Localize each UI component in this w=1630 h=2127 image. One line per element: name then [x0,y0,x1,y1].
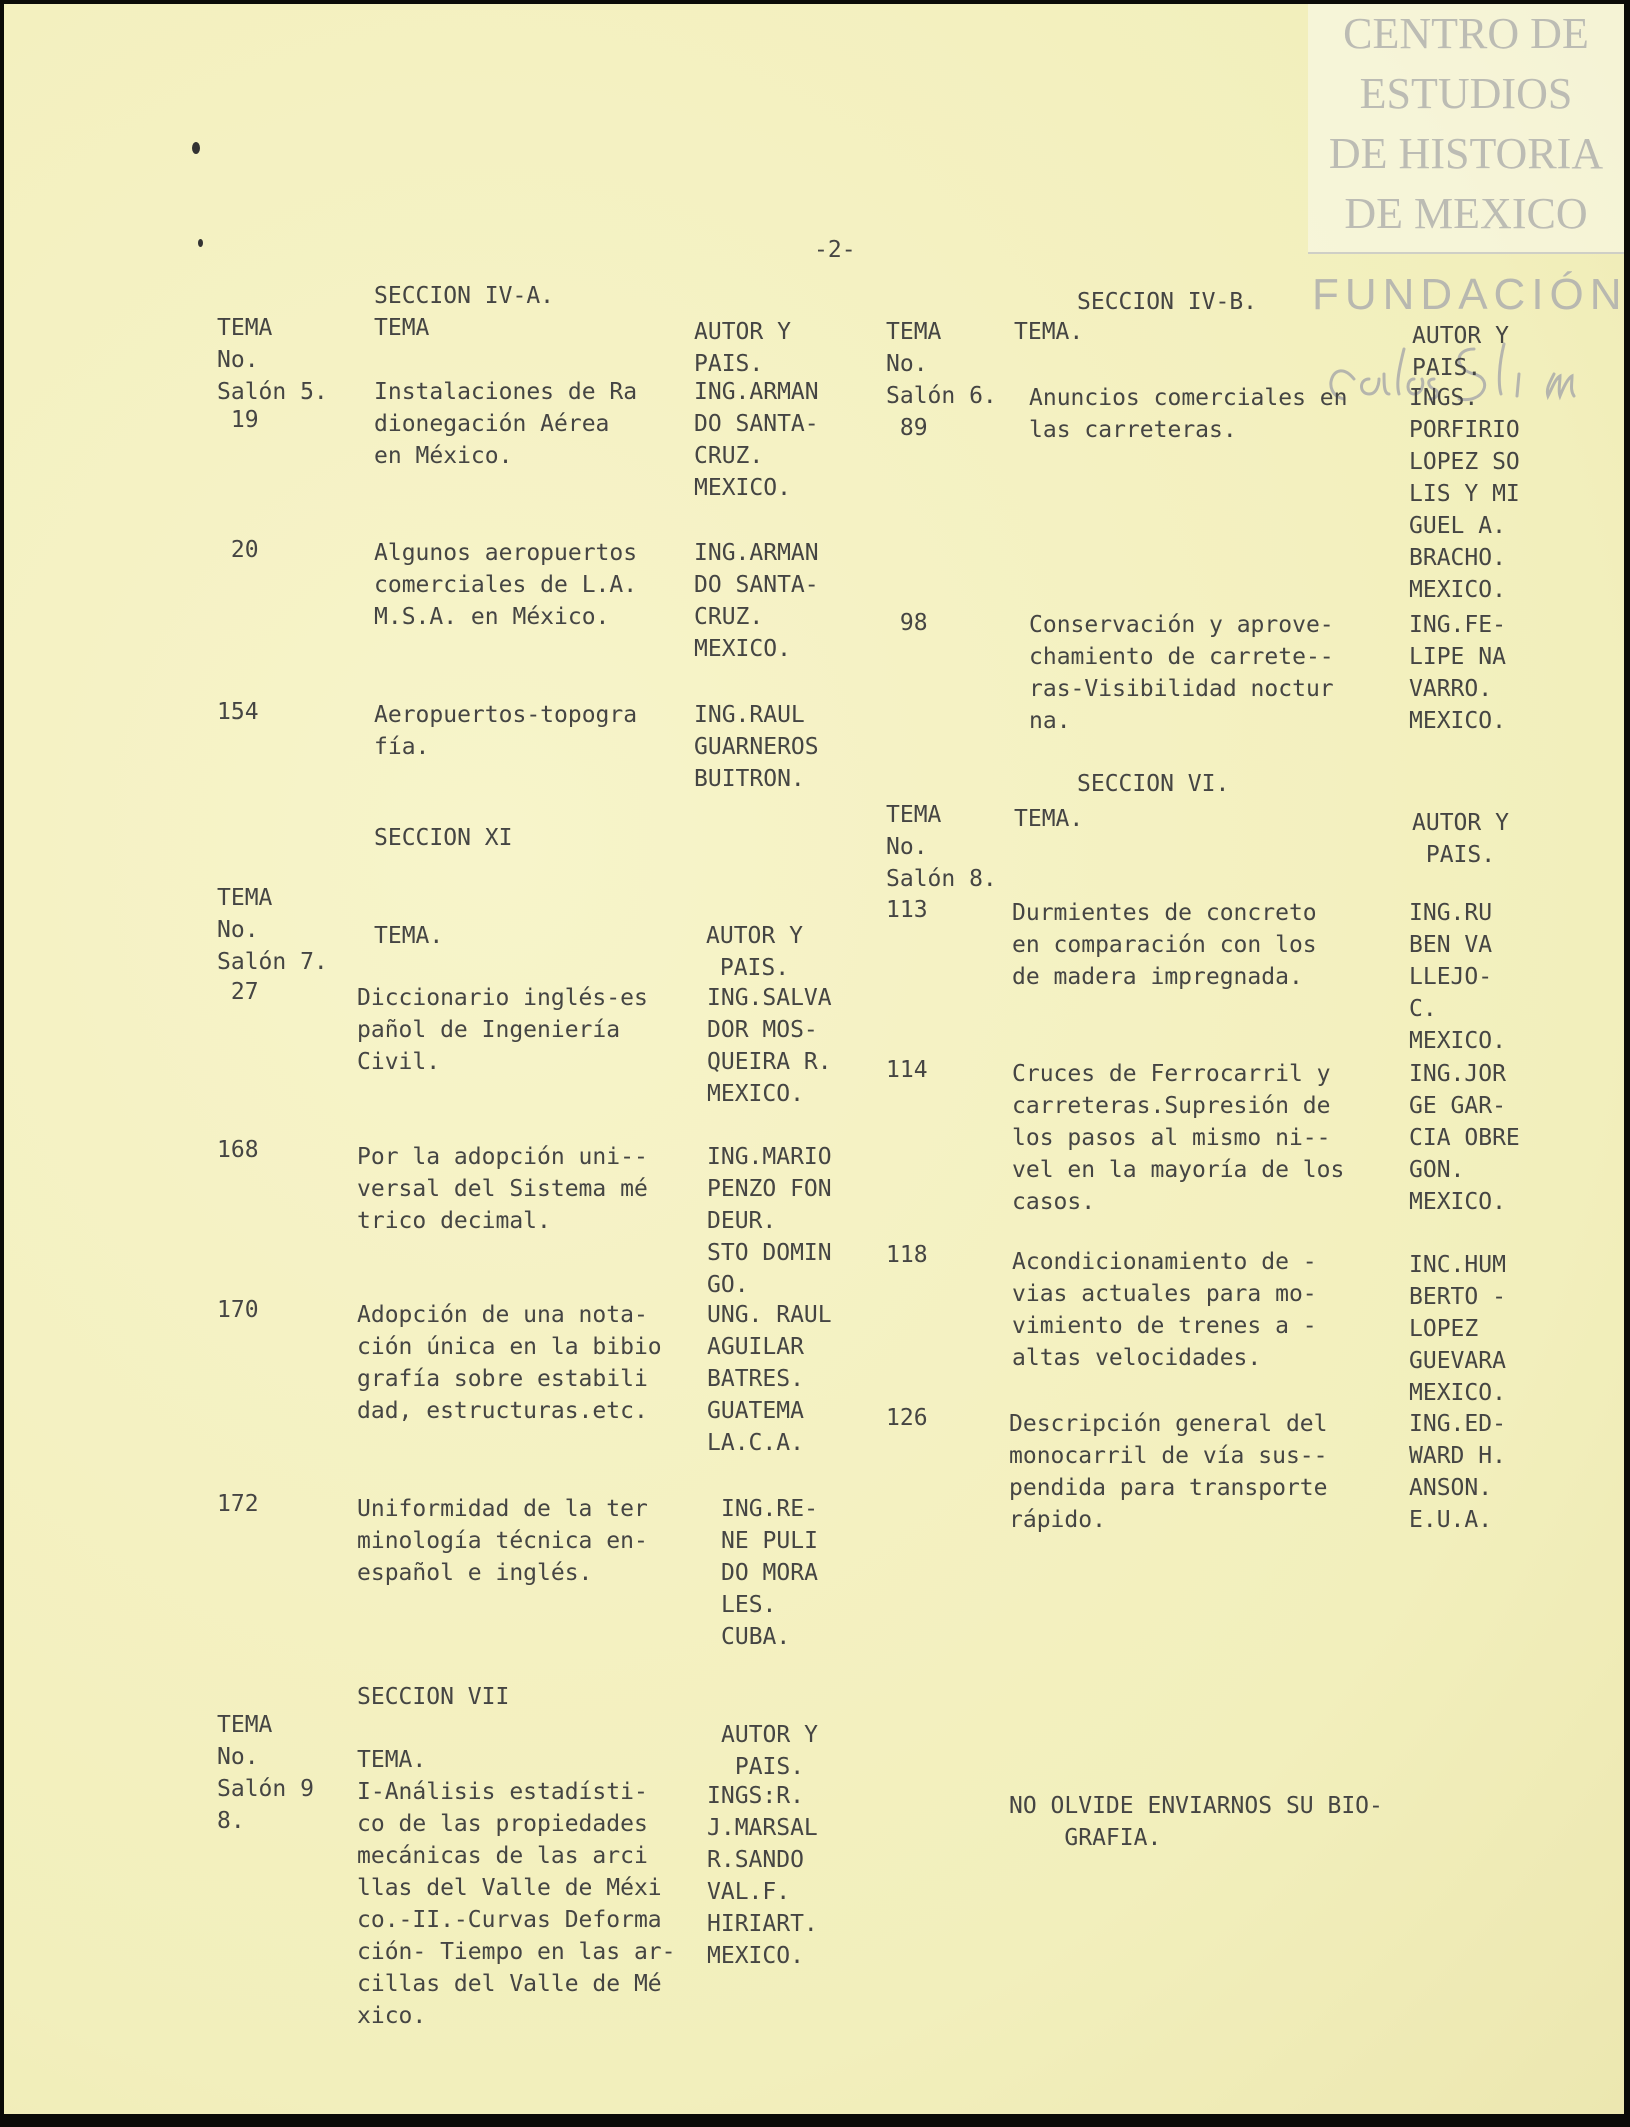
header-autor: AUTOR Y PAIS. [694,319,791,377]
tema-number: 126 [886,1405,928,1431]
header-tema-no: TEMA No. Salón 5. [217,315,328,405]
tema-number: 20 [217,537,259,563]
section-title-xi: SECCION XI [374,825,513,851]
tema-title: Anuncios comerciales en las carreteras. [1029,385,1348,443]
tema-number: 154 [217,699,259,725]
tema-number: 168 [217,1137,259,1163]
tema-author: UNG. RAUL AGUILAR BATRES. GUATEMA LA.C.A. [707,1302,832,1456]
watermark-line-2: ESTUDIOS [1359,69,1573,118]
tema-number: 172 [217,1491,259,1517]
tema-number: 89 [886,415,928,441]
watermark-line-1: CENTRO DE [1343,9,1589,58]
section-title-vi: SECCION VI. [1077,771,1230,797]
tema-title: Conservación y aprove- chamiento de carrete-- ras-Visibilidad noctur na. [1029,612,1334,734]
header-autor: AUTOR Y PAIS. [1412,323,1509,381]
header-tema: TEMA. [1014,806,1084,832]
tema-number: 27 [217,979,259,1005]
header-tema-no: TEMA No. Salón 9 8. [217,1712,314,1834]
tema-author: INGS. PORFIRIO LOPEZ SO LIS Y MI GUEL A. BRACHO. MEXICO. [1409,385,1520,603]
tema-title: TEMA. I-Análisis estadísti- co de las propiedades mecánicas de las arci llas del Valle de Méxi co.-II.-Curvas Deforma ción- Tiempo en las ar- cillas del Valle de Mé xico. [357,1747,676,2029]
tema-title: Aeropuertos-topogra fía. [374,702,638,760]
watermark-divider [1308,252,1624,254]
header-tema: TEMA. [374,923,444,949]
tema-title: Durmientes de concreto en comparación con los de madera impregnada. [1012,900,1317,990]
tema-author: INGS:R. J.MARSAL R.SANDO VAL.F. HIRIART. MEXICO. [707,1783,818,1969]
tema-author: ING.ARMAN DO SANTA- CRUZ. MEXICO. [694,379,819,501]
watermark-line-4: DE MEXICO [1344,189,1588,238]
document-page [4,4,1628,2114]
tema-author: ING.RAUL GUARNEROS BUITRON. [694,702,819,792]
tema-title: Adopción de una nota- ción única en la bibio grafía sobre estabili dad, estructuras.etc. [357,1302,662,1424]
header-autor: AUTOR Y PAIS. [1412,810,1509,868]
section-title-iv-a: SECCION IV-A. [374,283,555,309]
page-number: -2- [814,237,856,263]
header-tema: TEMA. [1014,319,1084,345]
tema-author: ING.RU BEN VA LLEJO- C. MEXICO. [1409,900,1506,1054]
tema-number: 113 [886,897,928,923]
tema-number: 19 [217,407,259,433]
header-tema: TEMA [374,315,430,341]
tema-author: ING.JOR GE GAR- CIA OBRE GON. MEXICO. [1409,1061,1520,1215]
tema-author: ING.ED- WARD H. ANSON. E.U.A. [1409,1411,1506,1533]
tema-number: 170 [217,1297,259,1323]
tema-author: ING.RE- NE PULI DO MORA LES. CUBA. [721,1496,818,1650]
section-title-vii: SECCION VII [357,1684,510,1710]
biography-note: NO OLVIDE ENVIARNOS SU BIO- GRAFIA. [1009,1793,1383,1851]
tema-title: Instalaciones de Ra dionegación Aérea en México. [374,379,638,469]
tema-title: Diccionario inglés-es pañol de Ingeniería Civil. [357,985,648,1075]
watermark-line-3: DE HISTORIA [1328,129,1604,178]
tema-title: Acondicionamiento de - vias actuales para mo- vimiento de trenes a - altas velocidades. [1012,1249,1317,1371]
header-autor: AUTOR Y PAIS. [706,923,803,981]
watermark-fundacion: FUNDACIÓN [1312,270,1628,319]
tema-title: Cruces de Ferrocarril y carreteras.Supresión de los pasos al mismo ni-- vel en la mayoría de los casos. [1012,1061,1345,1215]
section-title-iv-b: SECCION IV-B. [1077,289,1258,315]
header-tema-no: TEMA No. Salón 8. [886,802,997,892]
header-tema-no: TEMA No. Salón 6. [886,319,997,409]
header-tema-no: TEMA No. Salón 7. [217,885,328,975]
tema-number: 114 [886,1057,928,1083]
tema-title: Uniformidad de la ter minología técnica en- español e inglés. [357,1496,648,1586]
header-autor: AUTOR Y PAIS. [721,1722,818,1780]
tema-title: Descripción general del monocarril de vía sus-- pendida para transporte rápido. [1009,1411,1328,1533]
tema-author: ING.SALVA DOR MOS- QUEIRA R. MEXICO. [707,985,832,1107]
tema-author: ING.FE- LIPE NA VARRO. MEXICO. [1409,612,1506,734]
tema-title: Por la adopción uni-- versal del Sistema mé trico decimal. [357,1144,648,1234]
tema-author: ING.MARIO PENZO FON DEUR. STO DOMIN GO. [707,1144,832,1298]
tema-author: ING.ARMAN DO SANTA- CRUZ. MEXICO. [694,540,819,662]
tema-author: INC.HUM BERTO - LOPEZ GUEVARA MEXICO. [1409,1252,1506,1406]
tema-number: 118 [886,1242,928,1268]
tema-title: Algunos aeropuertos comerciales de L.A. M.S.A. en México. [374,540,638,630]
scan-speck [198,239,203,247]
scan-speck [192,142,200,154]
tema-number: 98 [886,610,928,636]
